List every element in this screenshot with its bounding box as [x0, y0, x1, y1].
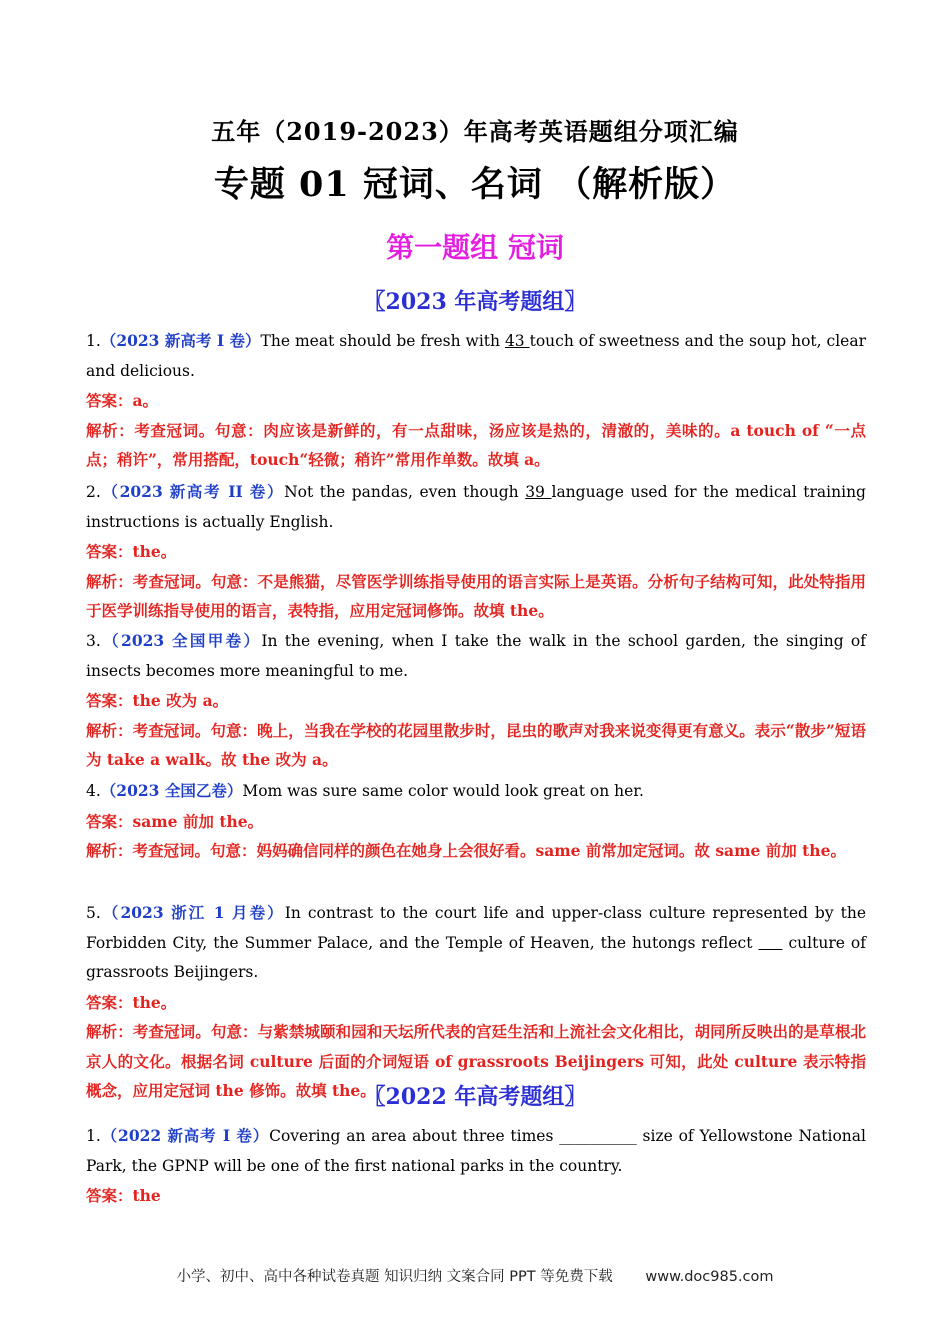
analysis-text: 解析：考查冠词。句意：与紫禁城颐和园和天坛所代表的宫廷生活和上流社会文化相比，胡同所反映出的是草根北京人的文化。根据名词 culture 后面的介词短语 of grassroots Beijingers 可知，此处 culture 表示特指概念，应用定冠词 the 修饰。故填 the。: [86, 1022, 866, 1100]
question-block: [86, 477, 866, 626]
footer-text: 小学、初中、高中各种试卷真题 知识归纳 文案合同 PPT 等免费下载: [176, 1269, 613, 1285]
answer-blank: 39: [525, 483, 552, 501]
question-number: 5.: [86, 904, 101, 922]
answer-line: 答案：the。: [86, 542, 177, 561]
analysis-text: 解析：考查冠词。句意：妈妈确信同样的颜色在她身上会很好看。same 前常加定冠词。故 same 前加 the。: [86, 841, 846, 860]
question-source: （2023 浙江 1 月卷）: [100, 903, 285, 922]
question-text-part: Mom was sure same color would look great on her.: [242, 782, 644, 800]
question-number: 4.: [86, 782, 101, 800]
answer-line: 答案：same 前加 the。: [86, 811, 264, 831]
answer-line: 答案：the。: [86, 992, 177, 1012]
question-block: [86, 898, 866, 1106]
answer-blank: 43: [504, 332, 530, 350]
document-title: 五年（2019-2023）年高考英语题组分项汇编: [211, 117, 739, 146]
question-block: [86, 626, 866, 775]
question-text-part: culture of grassroots Beijingers.: [86, 933, 866, 981]
question-text-part: The meat should be fresh with: [260, 332, 505, 350]
analysis-text: 解析：考查冠词。句意：不是熊猫，尽管医学训练指导使用的语言实际上是英语。分析句子结构可知，此处特指用于医学训练指导使用的语言，表特指，应用定冠词修饰。故填 the。: [86, 571, 866, 620]
question-number: 1.: [86, 332, 101, 350]
question-text: [86, 1121, 866, 1181]
question-source: （2023 新高考 II 卷）: [100, 482, 285, 501]
question-text-part: In contrast to the court life and upper-class culture represented by the Forbidden City, the Summer Palace, and the Temple of Heaven, the hutongs reflect: [86, 904, 866, 952]
question-source: （2023 全国乙卷）: [100, 781, 243, 800]
question-text: [86, 477, 866, 537]
answer-line: 答案：the: [86, 1186, 161, 1205]
footer-link[interactable]: www.doc985.com: [645, 1269, 774, 1285]
question-text: [86, 326, 866, 386]
answer-blank: __________: [559, 1127, 637, 1145]
question-number: 2.: [86, 483, 101, 501]
question-text: [86, 626, 866, 686]
question-number: 1.: [86, 1127, 101, 1145]
group-title: 第一题组 冠词: [386, 231, 564, 264]
section-heading-2023: 〖2023 年高考题组〗: [363, 289, 587, 315]
question-source: （2023 全国甲卷）: [100, 631, 262, 650]
answer-line: 答案：a。: [86, 391, 159, 410]
analysis-text: 解析：考查冠词。句意：肉应该是新鲜的，有一点甜味，汤应该是热的，清澈的，美味的。a touch of “一点点；稍许”，常用搭配，touch“轻微；稍许”常用作单数。故填 a。: [86, 420, 866, 469]
question-text: [86, 898, 866, 988]
question-source: （2022 新高考 I 卷）: [100, 1126, 270, 1145]
question-number: 3.: [86, 632, 101, 650]
question-block: [86, 776, 866, 866]
question-block: [86, 1121, 866, 1211]
question-text-part: Covering an area about three times: [269, 1127, 560, 1145]
question-text-part: In the evening, when I take the walk in the school garden, the singing of insects becomes more meaningful to me.: [86, 632, 866, 680]
topic-title: 专题 01 冠词、名词 （解析版）: [213, 164, 737, 205]
question-text-part: touch of sweetness and the soup hot, clear and delicious.: [86, 332, 866, 380]
question-source: （2023 新高考 I 卷）: [100, 331, 261, 350]
page-footer: [0, 1265, 950, 1286]
section-heading-2022: 〖2022 年高考题组〗: [363, 1084, 587, 1110]
answer-blank: [758, 934, 782, 952]
question-text-part: Not the pandas, even though: [284, 483, 526, 501]
answer-line: 答案：the 改为 a。: [86, 691, 229, 710]
analysis-text: 解析：考查冠词。句意：晚上，当我在学校的花园里散步时，昆虫的歌声对我来说变得更有意义。表示“散步”短语为 take a walk。故 the 改为 a。: [86, 720, 866, 769]
question-text-part: language used for the medical training instructions is actually English.: [86, 483, 866, 531]
question-text-part: size of Yellowstone National Park, the GPNP will be one of the first national parks in the country.: [86, 1127, 866, 1175]
question-text: [86, 776, 866, 807]
question-block: [86, 326, 866, 475]
